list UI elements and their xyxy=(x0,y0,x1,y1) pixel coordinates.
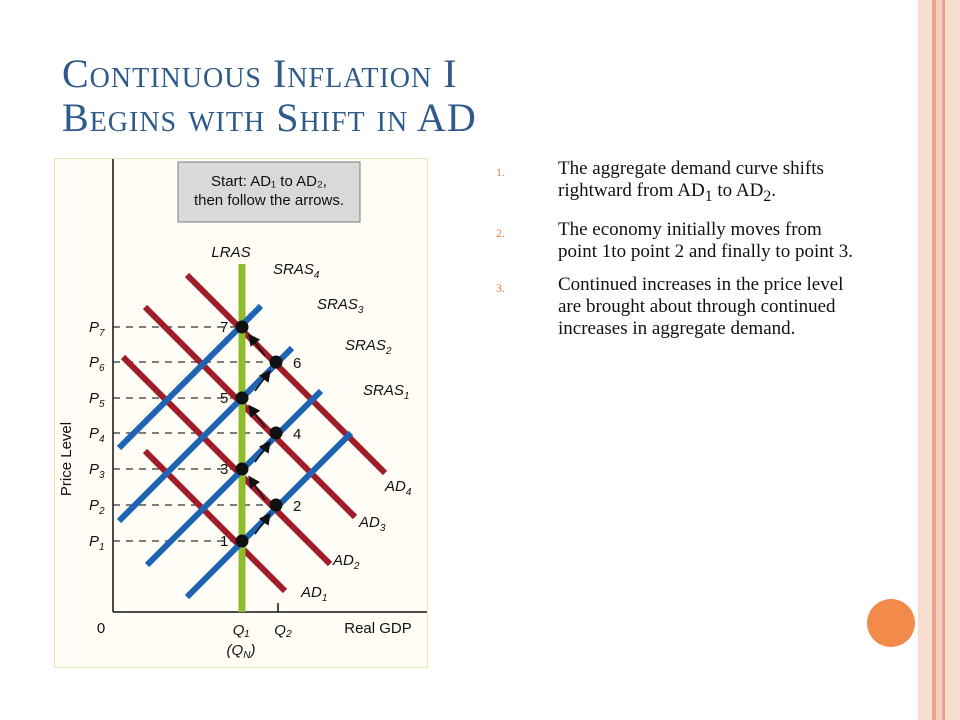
point-label-6: 6 xyxy=(293,355,302,372)
list-text: Continued increases in the price level are brought about through continued increases in aggregate demand. xyxy=(558,273,844,339)
point-4 xyxy=(270,427,283,440)
point-5 xyxy=(236,392,249,405)
start-note-line-2: then follow the arrows. xyxy=(193,192,345,209)
y-axis-label: Price Level xyxy=(58,421,75,497)
x-axis-label: Real GDP xyxy=(344,620,412,637)
price-label-p3: $P_3$ xyxy=(89,461,105,481)
point-label-5: 5 xyxy=(220,390,229,407)
ad1-label: $AD_1$ xyxy=(301,584,328,604)
point-label-3: 3 xyxy=(220,461,229,478)
list-item xyxy=(496,158,856,208)
point-1 xyxy=(236,535,249,548)
sras3-label: $SRAS_3$ xyxy=(317,296,364,316)
sras4-label: $SRAS_4$ xyxy=(273,261,320,281)
list-number: 3. xyxy=(496,280,505,295)
point-2 xyxy=(270,499,283,512)
title-line-2: Begins with Shift in AD xyxy=(62,95,477,140)
list-number: 2. xyxy=(496,225,505,240)
ad3-label: $AD_3$ xyxy=(359,514,386,534)
decorative-stripes xyxy=(918,0,960,720)
list-text: The aggregate demand curve shifts rightward from $AD_1$ to $AD_2$. xyxy=(558,158,824,205)
point-3 xyxy=(236,463,249,476)
point-label-2: 2 xyxy=(293,498,302,515)
sras2-label: $SRAS_2$ xyxy=(345,337,392,357)
list-item xyxy=(496,219,856,263)
explanation-list xyxy=(496,158,856,351)
inflation-diagram xyxy=(54,158,428,668)
point-6 xyxy=(270,356,283,369)
q2-label: Q₂ xyxy=(274,622,292,639)
lras-label: LRAS xyxy=(211,244,251,261)
ad4-label: $AD_4$ xyxy=(385,478,412,498)
price-label-p6: $P_6$ xyxy=(89,354,105,374)
price-label-p5: $P_5$ xyxy=(89,390,105,410)
slide-title xyxy=(62,52,477,140)
ad2-label: $AD_2$ xyxy=(333,552,360,572)
stripe-outer xyxy=(918,0,932,720)
sras1-label: $SRAS_1$ xyxy=(363,382,410,402)
price-label-p4: $P_4$ xyxy=(89,425,105,445)
sras3-curve xyxy=(119,348,292,521)
ad-curves xyxy=(123,275,385,591)
list-item xyxy=(496,274,856,340)
price-label-p1: $P_1$ xyxy=(89,533,105,553)
qn-label: $(Q_N)$ xyxy=(226,642,256,661)
orange-circle-icon xyxy=(867,599,915,647)
origin-label: 0 xyxy=(96,620,106,637)
point-label-7: 7 xyxy=(220,319,229,336)
point-label-4: 4 xyxy=(293,426,302,443)
diagram-svg xyxy=(55,159,429,669)
title-line-1: Continuous Inflation I xyxy=(62,51,458,96)
list-text: The economy initially moves from point 1to point 2 and finally to point 3. xyxy=(558,218,854,262)
q1-label: Q₁ xyxy=(232,622,250,639)
price-label-p7: $P_7$ xyxy=(89,319,105,339)
price-label-p2: $P_2$ xyxy=(89,497,105,517)
start-note-line-1: Start: AD₁ to AD₂, xyxy=(211,173,327,190)
point-label-1: 1 xyxy=(220,533,229,550)
arrow-6-to-7 xyxy=(250,336,265,356)
point-7 xyxy=(236,321,249,334)
stripe-right xyxy=(945,0,960,720)
list-number: 1. xyxy=(496,165,505,179)
